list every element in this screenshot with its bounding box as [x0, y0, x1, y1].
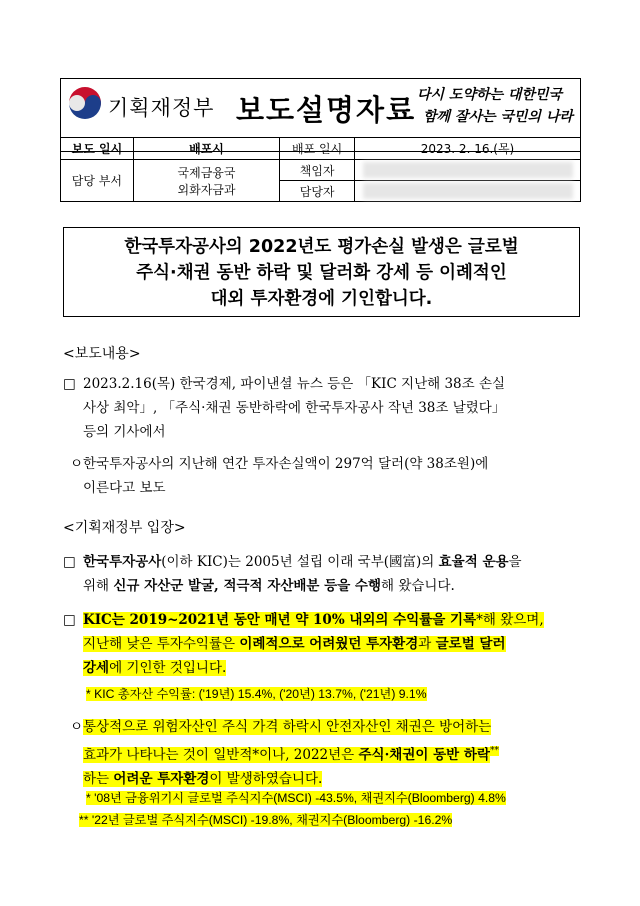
report-item-1-line-2: 사상 최악」, 「주식·채권 동반하락에 한국투자공사 작년 38조 날렸다」	[83, 400, 506, 416]
p3-bullet: ㅇ	[70, 719, 84, 735]
headline-line-1: 한국투자공사의 2022년도 평가손실 발생은 글로벌	[124, 237, 519, 257]
p1-text-a: 한국투자공사	[83, 554, 162, 570]
section-heading-ministry-position: <기획재정부 입장>	[63, 520, 186, 536]
p2-text-h: 에 기인한 것입니다.	[109, 660, 227, 676]
ministry-name: 기획재정부	[108, 96, 215, 120]
report-item-2	[83, 452, 583, 500]
item2-bullet: ㅇ	[70, 456, 84, 472]
government-logo-icon	[68, 86, 102, 120]
p2-text-c: 지난해 낮은 투자수익률은	[83, 636, 240, 652]
report-item-1-line-3: 등의 기사에서	[83, 424, 166, 440]
position-paragraph-1	[83, 550, 588, 598]
p2-text-e: 과	[418, 636, 436, 652]
department-line-1: 국제금융국	[177, 165, 236, 180]
release-label: 보도 일시	[61, 138, 134, 160]
p3-text-f: 어려운 투자환경	[113, 770, 210, 787]
p2-text-d: 이례적으로 어려웠던 투자환경	[239, 636, 419, 652]
department-label: 담당 부서	[61, 160, 134, 202]
slogan	[417, 84, 579, 128]
p1-text-c: 효율적 운용	[438, 554, 509, 570]
footnote-1	[86, 685, 427, 702]
report-item-2-line-2: 이른다고 보도	[83, 480, 166, 496]
report-item-1-line-1: 2023.2.16(목) 한국경제, 파이낸셜 뉴스 등은 「KIC 지난해 38조 손실	[83, 376, 506, 392]
document-type: 보도설명자료	[236, 93, 417, 127]
p3-text-d: **	[489, 746, 499, 756]
p1-bullet: □	[63, 554, 76, 570]
p2-text-f: 글로벌 달러	[435, 636, 506, 652]
position-paragraph-2	[83, 608, 588, 680]
position-paragraph-2-line-2	[83, 632, 588, 656]
responsible-label: 책임자	[280, 160, 355, 181]
department-value	[133, 160, 280, 202]
slogan-line-2: 함께 잘사는 국민의 나라	[423, 109, 573, 125]
headline-box	[63, 227, 580, 317]
p1-text-d: 을	[508, 554, 522, 570]
item1-bullet: □	[63, 376, 76, 392]
distribution-label: 배포 일시	[280, 138, 355, 160]
p3-text-c: 주식·채권이 동반 하락	[358, 746, 490, 763]
footnote-3-text: ** '22년 글로벌 주식지수(MSCI) -19.8%, 채권지수(Bloomberg) -16.2%	[79, 813, 453, 827]
position-paragraph-2-line-1	[83, 608, 588, 632]
footnote-2-text: * '08년 금융위기시 글로벌 주식지수(MSCI) -43.5%, 채권지수(Bloomberg) 4.8%	[86, 791, 506, 805]
position-paragraph-1-line-2	[83, 574, 588, 598]
p1-text-f: 신규 자산군 발굴, 적극적 자산배분 등을 수행	[113, 578, 382, 594]
p3-text-b: 효과가 나타나는 것이 일반적*이나, 2022년은	[83, 746, 359, 763]
headline-line-3: 대외 투자환경에 기인합니다.	[210, 289, 433, 309]
department-line-2: 외화자금과	[177, 182, 236, 197]
footnote-3	[79, 811, 452, 828]
info-table	[60, 137, 581, 202]
release-value: 배포시	[133, 138, 280, 160]
p3-text-e: 하는	[83, 770, 114, 787]
staff-label: 담당자	[280, 181, 355, 202]
p1-text-g: 해 왔습니다.	[381, 578, 455, 594]
p2-text-b: *해 왔으며,	[476, 612, 544, 628]
position-paragraph-3-line-2	[83, 739, 588, 767]
p3-text-a: 통상적으로 위험자산인 주식 가격 하락시 안전자산인 채권은 방어하는	[83, 719, 492, 735]
p2-text-a: KIC는 2019~2021년 동안 매년 약 10% 내외의 수익률을 기록	[83, 612, 477, 628]
p2-bullet: □	[63, 612, 76, 628]
headline-line-2: 주식·채권 동반 하락 및 달러화 강세 등 이례적인	[136, 263, 507, 283]
section-heading-report: <보도내용>	[63, 346, 141, 362]
p1-text-b: (이하 KIC)는 2005년 설립 이래 국부(國富)의	[161, 554, 439, 570]
report-item-2-line-1: 한국투자공사의 지난해 연간 투자손실액이 297억 달러(약 38조원)에	[83, 456, 489, 472]
report-item-1	[83, 372, 583, 444]
p2-text-g: 강세	[83, 660, 110, 676]
p3-text-g: 이 발생하였습니다.	[209, 770, 323, 787]
position-paragraph-3-line-1	[83, 715, 588, 739]
p1-text-e: 위해	[83, 578, 114, 594]
footnote-2	[86, 789, 506, 806]
footnote-1-text: * KIC 총자산 수익률: ('19년) 15.4%, ('20년) 13.7%, ('21년) 9.1%	[86, 687, 427, 701]
position-paragraph-3-line-3	[83, 767, 588, 791]
position-paragraph-3	[83, 715, 588, 791]
position-paragraph-1-line-1	[83, 550, 588, 574]
slogan-line-1: 다시 도약하는 대한민국	[417, 87, 562, 103]
responsible-value-redacted	[355, 160, 581, 181]
distribution-value: 2023. 2. 16.(목)	[355, 138, 581, 160]
staff-value-redacted	[355, 181, 581, 202]
position-paragraph-2-line-3	[83, 656, 588, 680]
